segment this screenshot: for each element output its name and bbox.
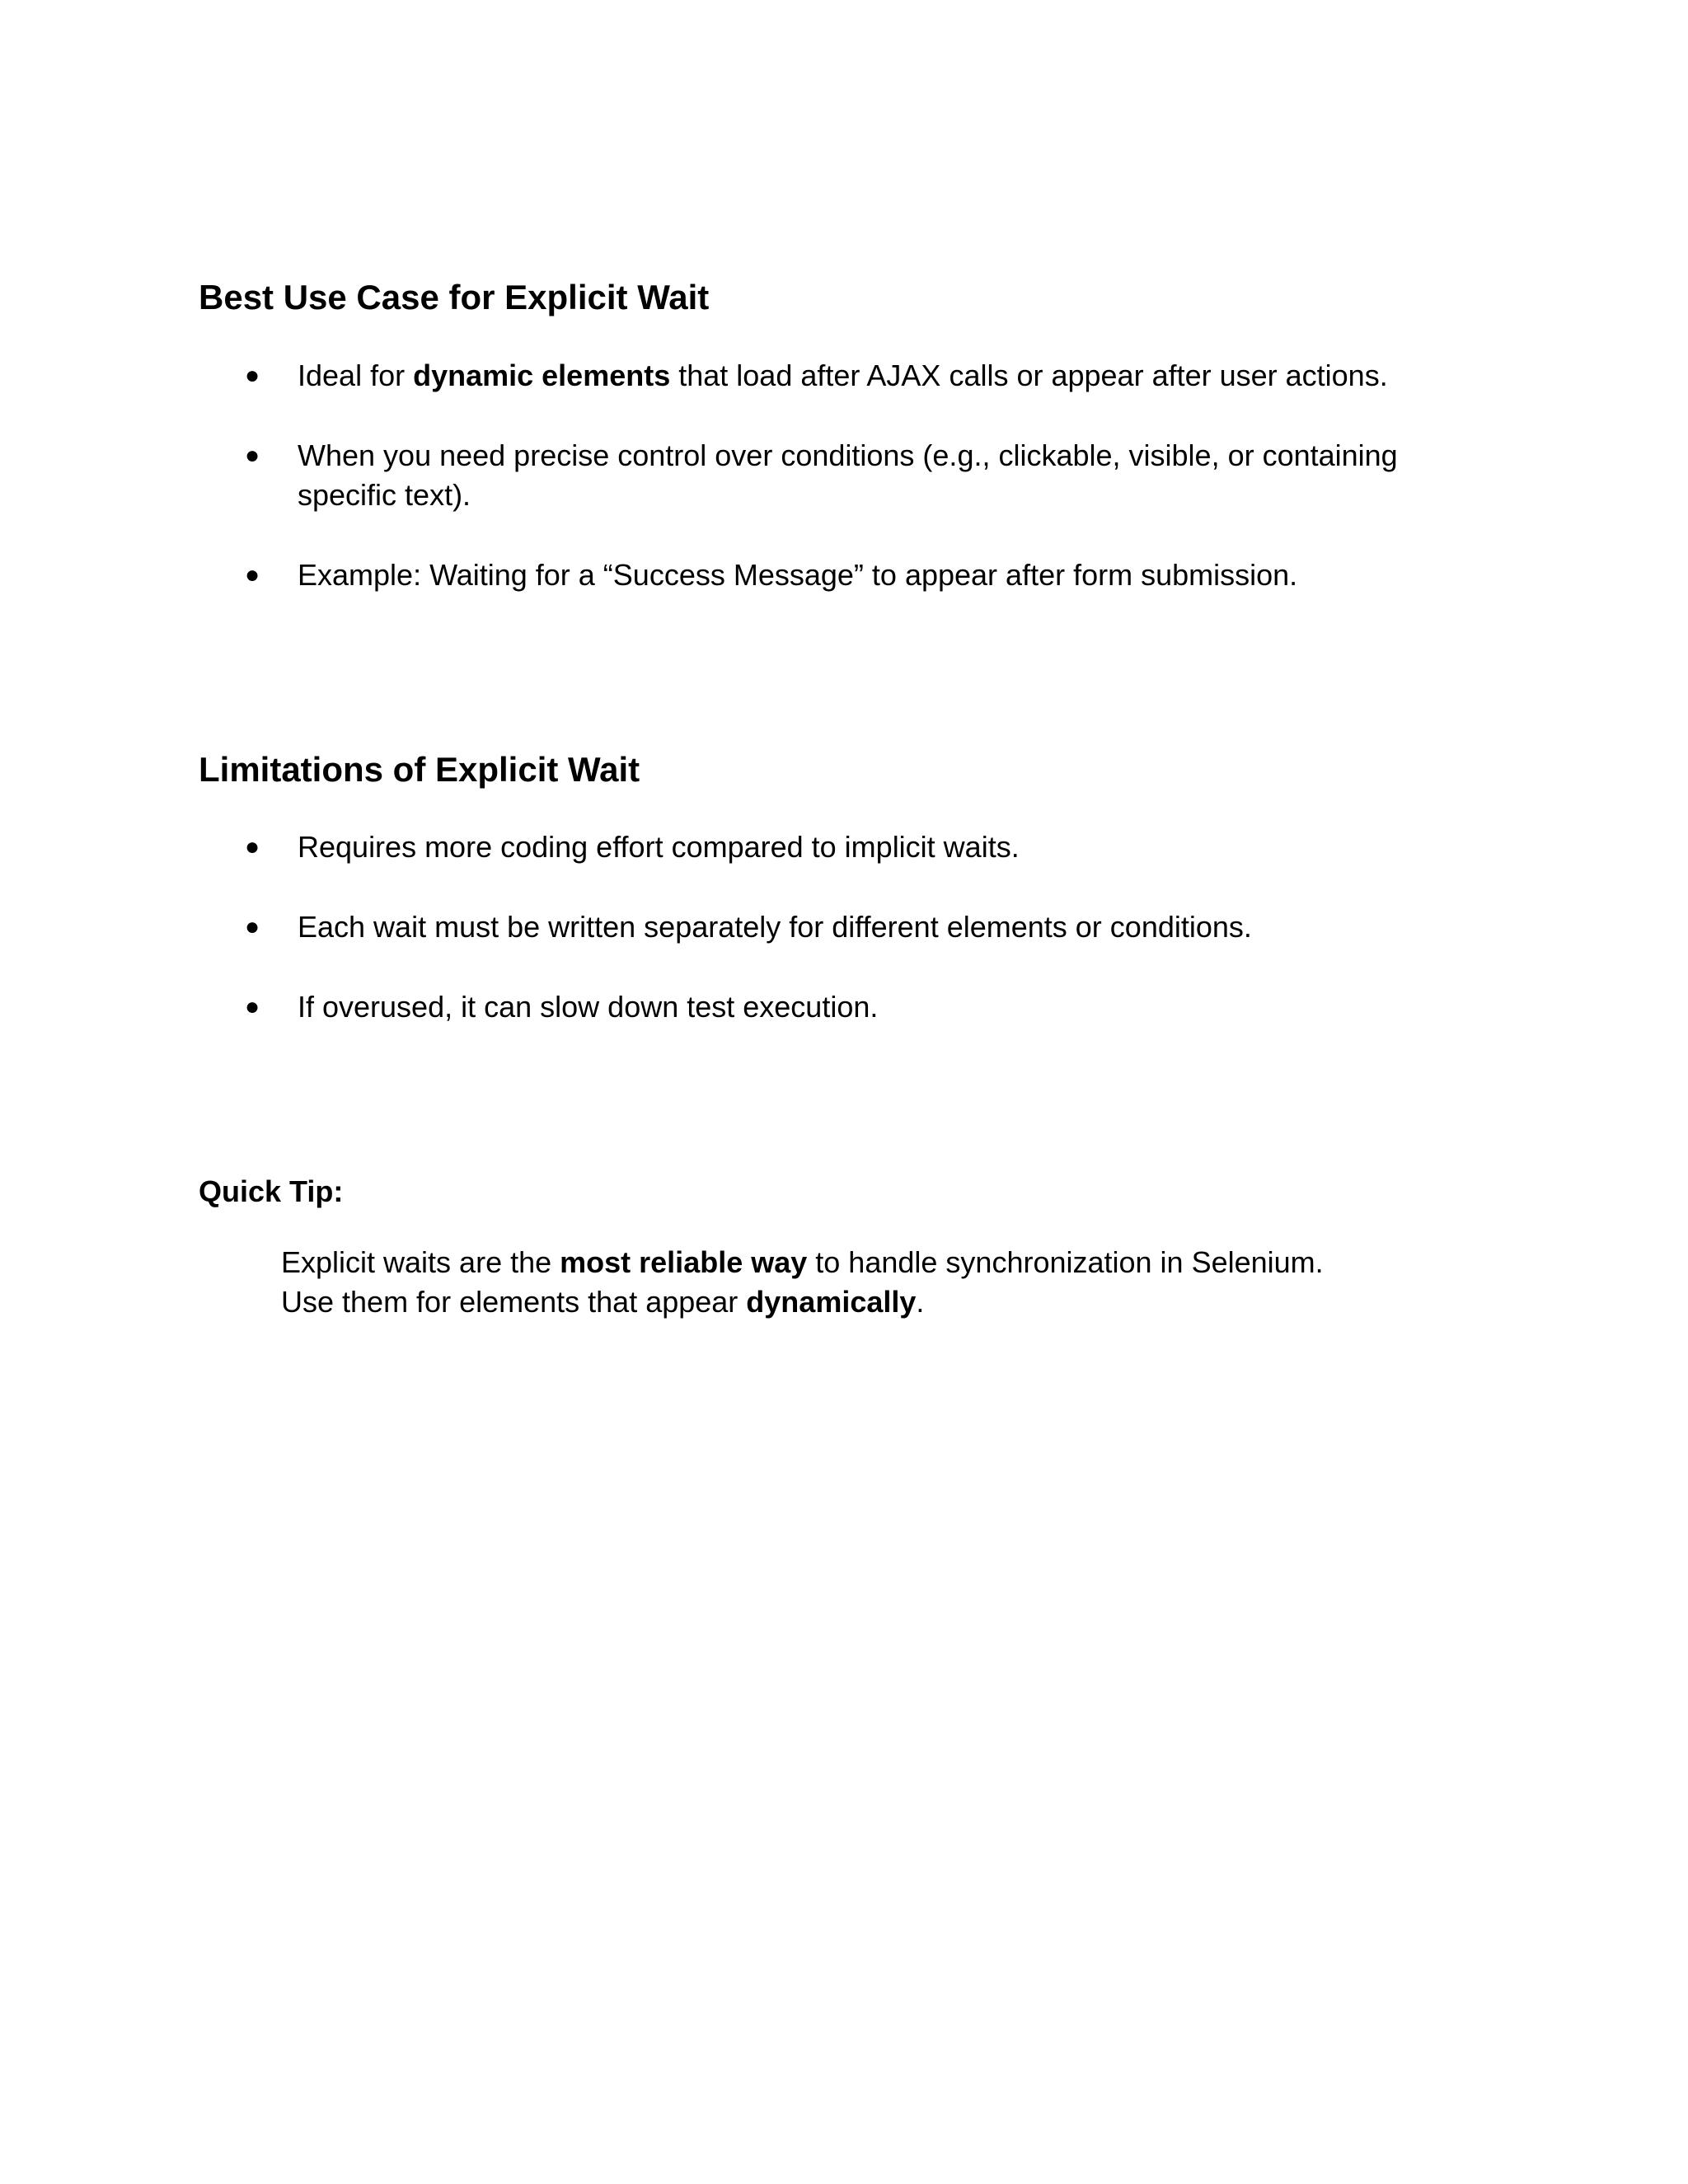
best-use-case-list	[0, 356, 1398, 635]
bold-text: dynamically	[746, 1285, 917, 1319]
list-item	[0, 827, 1154, 867]
list-item-text: Example: Waiting for a “Success Message” to appear after form submission.	[298, 558, 1298, 592]
text-segment: Ideal for	[298, 359, 414, 392]
list-item-text	[298, 356, 1451, 396]
list-item	[0, 436, 1398, 515]
list-item-text: If overused, it can slow down test execution.	[298, 990, 879, 1024]
bold-text: most reliable way	[560, 1245, 808, 1279]
list-item-text: Requires more coding effort compared to implicit waits.	[298, 830, 1020, 864]
bullet-icon: ●	[245, 993, 260, 1020]
list-item	[0, 987, 1154, 1027]
quick-tip-line-2	[281, 1282, 1517, 1322]
limitations-list	[0, 827, 1252, 1067]
bold-text: dynamic elements	[413, 359, 671, 392]
bullet-icon: ●	[245, 362, 260, 389]
list-item-text: When you need precise control over conditions (e.g., clickable, visible, or containing specific text).	[298, 438, 1398, 512]
list-item	[0, 907, 1252, 947]
bullet-icon: ●	[245, 442, 260, 469]
list-item	[0, 356, 1388, 396]
text-segment: .	[916, 1285, 925, 1319]
quick-tip-body	[281, 1243, 1517, 1322]
quick-tip-heading: Quick Tip:	[199, 1174, 344, 1208]
list-item	[0, 555, 1298, 595]
bullet-icon: ●	[245, 913, 260, 940]
section-heading-limitations: Limitations of Explicit Wait	[199, 750, 640, 789]
bullet-icon: ●	[245, 833, 260, 860]
text-segment: to handle synchronization in Selenium.	[807, 1245, 1324, 1279]
text-segment: that load after AJAX calls or appear after user actions.	[670, 359, 1388, 392]
bullet-icon: ●	[245, 561, 260, 588]
section-heading-best-use-case: Best Use Case for Explicit Wait	[199, 278, 710, 316]
list-item-text: Each wait must be written separately for different elements or conditions.	[298, 910, 1252, 944]
text-segment: Use them for elements that appear	[281, 1285, 747, 1319]
text-segment: Explicit waits are the	[281, 1245, 560, 1279]
quick-tip-line-1	[281, 1243, 1517, 1282]
